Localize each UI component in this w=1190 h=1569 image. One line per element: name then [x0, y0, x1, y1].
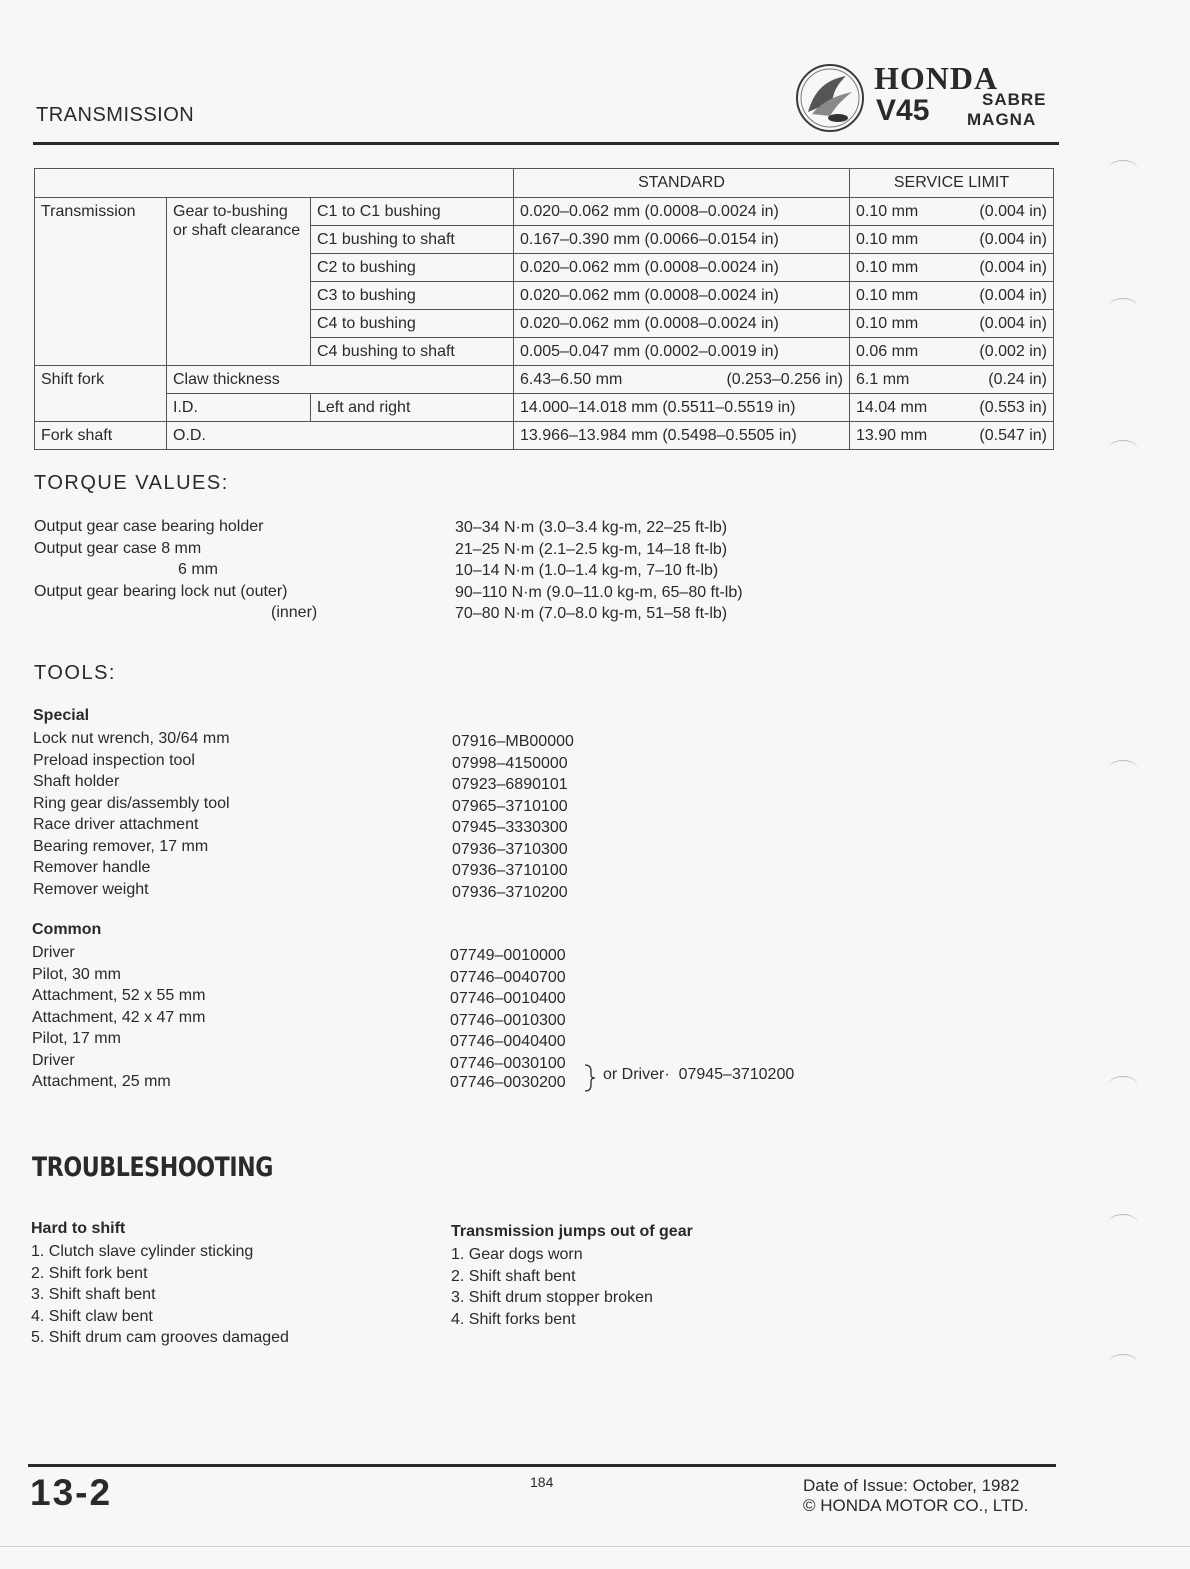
- torque-label: Output gear bearing lock nut (outer): [34, 582, 288, 600]
- spec-table: [34, 168, 1054, 450]
- tool-part-number: 07746–0010300: [450, 1011, 566, 1029]
- part-cell: C3 to bushing: [311, 282, 514, 310]
- alt-driver-part: 07945–3710200: [678, 1066, 795, 1083]
- tool-name: Pilot, 17 mm: [32, 1030, 121, 1047]
- tool-part-number: 07945–3330300: [452, 819, 568, 836]
- scan-artifact: [1108, 440, 1138, 459]
- sub-left-right: Left and right: [311, 394, 514, 422]
- tool-name: Driver: [32, 1051, 75, 1069]
- torque-label: (inner): [271, 604, 318, 621]
- item-id: I.D.: [167, 394, 311, 422]
- tool-part-number: 07923–6890101: [452, 776, 568, 793]
- tool-name: Driver: [32, 944, 75, 961]
- jumps-out-list: [451, 1244, 653, 1330]
- issue-block: [803, 1476, 1028, 1516]
- header-standard: STANDARD: [514, 169, 850, 198]
- header-service-limit: SERVICE LIMIT: [850, 169, 1054, 198]
- page-number: 13-2: [30, 1472, 113, 1513]
- tools-special-title: Special: [33, 707, 90, 724]
- torque-value: 90–110 N·m (9.0–11.0 kg-m, 65–80 ft-lb): [455, 583, 743, 601]
- tool-part-number: 07746–0010400: [450, 990, 566, 1007]
- variant-magna: MAGNA: [967, 110, 1037, 129]
- item-gear-clearance: Gear to-bushing or shaft clearance: [167, 198, 311, 366]
- torque-value: 21–25 N·m (2.1–2.5 kg-m, 14–18 ft-lb): [455, 540, 728, 558]
- header-rule: [33, 142, 1059, 145]
- tool-part-number: 07936–3710300: [452, 840, 568, 858]
- copyright: © HONDA MOTOR CO., LTD.: [803, 1496, 1029, 1515]
- special-tool-names: [33, 728, 230, 900]
- limit-cell: 6.1 mm (0.24 in): [850, 366, 1054, 394]
- torque-value: 10–14 N·m (1.0–1.4 kg-m, 7–10 ft-lb): [455, 562, 719, 579]
- tools-heading: TOOLS:: [34, 662, 116, 684]
- tool-name: Lock nut wrench, 30/64 mm: [33, 730, 230, 747]
- list-item: 3. Shift drum stopper broken: [451, 1289, 653, 1306]
- part-cell: C1 to C1 bushing: [311, 198, 514, 226]
- limit-cell: 0.10 mm (0.004 in): [850, 226, 1054, 254]
- part-cell: C4 bushing to shaft: [311, 338, 514, 366]
- standard-cell: 0.167–0.390 mm (0.0066–0.0154 in): [514, 226, 850, 254]
- part-cell: C1 bushing to shaft: [311, 226, 514, 254]
- issue-date: Date of Issue: October, 1982: [803, 1476, 1020, 1495]
- hard-to-shift-list: [31, 1241, 289, 1349]
- table-header-empty: [35, 169, 514, 198]
- limit-cell: 0.10 mm (0.004 in): [850, 282, 1054, 310]
- group-shift-fork: Shift fork: [35, 366, 167, 422]
- list-item: 2. Shift fork bent: [31, 1264, 148, 1282]
- list-item: 4. Shift forks bent: [451, 1310, 576, 1328]
- item-claw-thickness: Claw thickness: [167, 366, 514, 394]
- part-cell: C2 to bushing: [311, 254, 514, 282]
- tool-name: Bearing remover, 17 mm: [33, 837, 209, 855]
- standard-cell: 0.020–0.062 mm (0.0008–0.0024 in): [514, 282, 850, 310]
- scan-edge-line: [0, 1546, 1190, 1547]
- list-item: 1. Gear dogs worn: [451, 1246, 583, 1263]
- tools-common-title: Common: [32, 921, 102, 938]
- table-row: [35, 366, 1054, 394]
- section-title: TRANSMISSION: [36, 104, 195, 126]
- torque-value: 70–80 N·m (7.0–8.0 kg-m, 51–58 ft-lb): [455, 605, 728, 622]
- table-header-row: [35, 169, 1054, 198]
- torque-label: Output gear case 8 mm: [34, 539, 202, 557]
- standard-cell: 0.020–0.062 mm (0.0008–0.0024 in): [514, 198, 850, 226]
- torque-values: [455, 517, 743, 625]
- limit-cell: 0.06 mm (0.002 in): [850, 338, 1054, 366]
- standard-cell: 0.005–0.047 mm (0.0002–0.0019 in): [514, 338, 850, 366]
- troubleshooting-heading: TROUBLESHOOTING: [32, 1152, 274, 1183]
- standard-cell: 0.020–0.062 mm (0.0008–0.0024 in): [514, 310, 850, 338]
- tool-part-number: 07936–3710200: [452, 883, 568, 901]
- list-item: 3. Shift shaft bent: [31, 1286, 156, 1303]
- tool-name: Ring gear dis/assembly tool: [33, 794, 230, 812]
- list-item: 2. Shift shaft bent: [451, 1267, 576, 1285]
- brand-name: HONDA: [874, 60, 999, 96]
- brace-icon: [583, 1063, 597, 1093]
- tool-name: Remover handle: [33, 859, 151, 876]
- standard-cell: 13.966–13.984 mm (0.5498–0.5505 in): [514, 422, 850, 450]
- torque-label: Output gear case bearing holder: [34, 518, 264, 535]
- scan-artifact: [1108, 1354, 1138, 1373]
- honda-wing-logo-icon: [794, 62, 866, 134]
- common-tool-parts: [450, 945, 566, 1092]
- tool-name: Attachment, 52 x 55 mm: [32, 987, 206, 1004]
- tool-part-number: 07746–0040700: [450, 968, 566, 986]
- tool-name: Preload inspection tool: [33, 751, 195, 769]
- tool-part-number: 07916–MB00000: [452, 733, 574, 750]
- tool-part-number: 07746–0030200: [450, 1074, 566, 1091]
- scan-artifact: [1108, 160, 1138, 179]
- scan-artifact: [1108, 1214, 1138, 1233]
- item-od: O.D.: [167, 422, 514, 450]
- limit-cell: 14.04 mm (0.553 in): [850, 394, 1054, 422]
- tool-name: Attachment, 42 x 47 mm: [32, 1008, 206, 1026]
- jumps-out-title: Transmission jumps out of gear: [451, 1223, 693, 1240]
- tool-name: Pilot, 30 mm: [32, 965, 121, 983]
- common-tool-names: [32, 942, 205, 1093]
- tool-part-number: 07746–0030100: [450, 1054, 566, 1072]
- tool-part-number: 07998–4150000: [452, 754, 568, 772]
- tool-name: Shaft holder: [33, 773, 120, 790]
- tool-part-number: 07746–0040400: [450, 1033, 566, 1050]
- list-item: 1. Clutch slave cylinder sticking: [31, 1243, 254, 1260]
- model-name: V45: [876, 94, 930, 127]
- part-cell: C4 to bushing: [311, 310, 514, 338]
- table-row: [35, 394, 1054, 422]
- tool-name: Attachment, 25 mm: [32, 1073, 171, 1090]
- limit-cell: 0.10 mm (0.004 in): [850, 198, 1054, 226]
- special-tool-parts: [452, 731, 574, 903]
- table-row: [35, 422, 1054, 450]
- torque-labels: [34, 516, 334, 624]
- tool-part-number: 07936–3710100: [452, 862, 568, 879]
- pdf-page-number: 184: [530, 1474, 554, 1490]
- scan-artifact: [1108, 760, 1138, 779]
- limit-cell: 0.10 mm (0.004 in): [850, 254, 1054, 282]
- torque-value: 30–34 N·m (3.0–3.4 kg-m, 22–25 ft-lb): [455, 519, 728, 536]
- standard-cell: 14.000–14.018 mm (0.5511–0.5519 in): [514, 394, 850, 422]
- standard-cell: 0.020–0.062 mm (0.0008–0.0024 in): [514, 254, 850, 282]
- torque-label: 6 mm: [178, 561, 218, 578]
- footer-rule: [28, 1464, 1056, 1467]
- group-fork-shaft: Fork shaft: [35, 422, 167, 450]
- tool-part-number: 07965–3710100: [452, 797, 568, 815]
- list-item: 4. Shift claw bent: [31, 1307, 153, 1325]
- scan-artifact: [1108, 298, 1138, 317]
- list-item: 5. Shift drum cam grooves damaged: [31, 1329, 289, 1346]
- standard-cell: 6.43–6.50 mm (0.253–0.256 in): [514, 366, 850, 394]
- limit-cell: 0.10 mm (0.004 in): [850, 310, 1054, 338]
- tool-name: Race driver attachment: [33, 816, 199, 833]
- group-transmission: Transmission: [35, 198, 167, 366]
- tool-name: Remover weight: [33, 880, 149, 898]
- table-row: [35, 198, 1054, 226]
- torque-heading: TORQUE VALUES:: [34, 472, 229, 494]
- limit-cell: 13.90 mm (0.547 in): [850, 422, 1054, 450]
- scan-artifact: [1108, 1076, 1138, 1095]
- alt-driver-note: or Driver· 07945–3710200: [603, 1066, 795, 1083]
- variant-sabre: SABRE: [982, 90, 1047, 109]
- tool-part-number: 07749–0010000: [450, 947, 566, 964]
- hard-to-shift-title: Hard to shift: [31, 1220, 126, 1237]
